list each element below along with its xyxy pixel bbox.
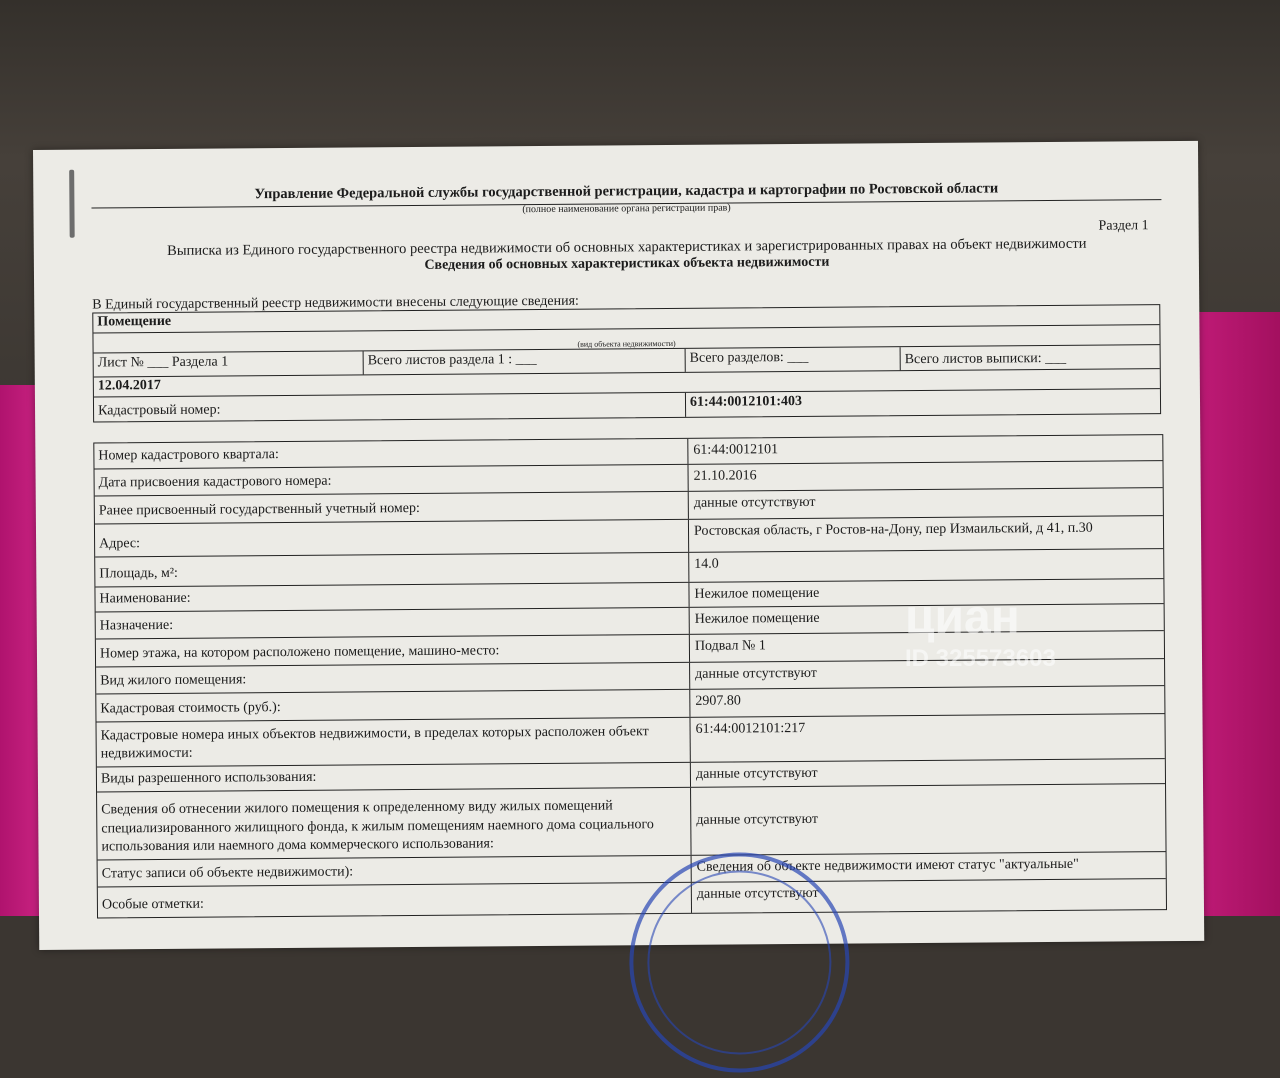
row-value: 61:44:0012101	[693, 442, 779, 458]
row-label: Кадастровые номера иных объектов недвижимости, в пределах которых расположен объект недвижимости:	[96, 718, 690, 767]
row-value: Сведения об объекте недвижимости имеют статус "актуальные"	[696, 856, 1079, 875]
document-title: Выписка из Единого государственного реестра недвижимости об основных характеристиках и зарегистрированных правах на объект недвижимости	[167, 235, 1087, 259]
row-value: 21.10.2016	[693, 468, 757, 484]
table-row	[97, 784, 1166, 860]
row-value: данные отсутствуют	[693, 494, 816, 511]
document-subtitle: Сведения об основных характеристиках объекта недвижимости	[424, 254, 830, 273]
row-value: 14.0	[694, 556, 719, 572]
row-value: Подвал № 1	[694, 638, 766, 654]
watermark-id: ID 325573603	[905, 645, 1056, 672]
section-label: Раздел 1	[1098, 218, 1149, 234]
row-value: данные отсутствуют	[695, 665, 817, 682]
row-label: Адрес:	[95, 520, 689, 557]
object-type-caption: (вид объекта недвижимости)	[577, 338, 676, 349]
row-label: Назначение:	[96, 608, 690, 639]
row-label: Виды разрешенного использования:	[97, 763, 691, 792]
watermark-brand: циан	[905, 591, 1020, 644]
row-value: 61:44:0012101:217	[695, 720, 806, 737]
cadastral-number: 61:44:0012101:403	[689, 393, 803, 410]
row-label: Особые отметки:	[98, 883, 692, 918]
sheets-in-section: Всего листов раздела 1 : ___	[364, 349, 686, 375]
row-value: данные отсутствуют	[695, 765, 818, 782]
characteristics-table	[93, 434, 1167, 918]
row-label: Кадастровая стоимость (руб.):	[96, 690, 690, 722]
total-sections: Всего разделов: ___	[686, 347, 901, 372]
row-value: данные отсутствуют	[696, 812, 819, 829]
row-value: Нежилое помещение	[694, 585, 820, 602]
extract-date: 12.04.2017	[97, 378, 161, 394]
document-sheet	[33, 141, 1204, 950]
object-type: Помещение	[97, 313, 172, 330]
staple	[69, 170, 75, 238]
row-label: Сведения об отнесении жилого помещения к определенному виду жилых помещений специализированного жилищного фонда, к жилым помещениям наемного дома социального использования или наемного дома коммерческого использования:	[97, 788, 692, 860]
summary-table	[92, 304, 1161, 422]
organization-caption: (полное наименование органа регистрации прав)	[522, 202, 731, 216]
row-value: 2907.80	[695, 693, 741, 709]
row-label: Статус записи об объекте недвижимости):	[98, 856, 692, 887]
row-value: Ростовская область, г Ростов-на-Дону, пер Измаильский, д 41, п.30	[693, 520, 1093, 539]
row-label: Вид жилого помещения:	[96, 663, 690, 694]
row-label: Дата присвоения кадастрового номера:	[95, 465, 689, 496]
row-label: Площадь, м²:	[95, 553, 689, 587]
cadastral-label: Кадастровый номер:	[94, 393, 686, 422]
row-label: Ранее присвоенный государственный учетный номер:	[95, 492, 689, 524]
row-value: Нежилое помещение	[694, 610, 820, 627]
cian-watermark	[905, 590, 1056, 673]
official-stamp	[629, 852, 851, 1074]
row-label: Номер кадастрового квартала:	[94, 439, 688, 469]
row-label: Наименование:	[95, 583, 689, 612]
total-sheets: Всего листов выписки: ___	[904, 350, 1067, 368]
intro-text: В Единый государственный реестр недвижимости внесены следующие сведения:	[92, 293, 579, 313]
row-label: Номер этажа, на котором расположено помещение, машино-место:	[96, 635, 690, 667]
organization-name: Управление Федеральной службы государственной регистрации, кадастра и картографии по Ростовской области	[91, 179, 1161, 208]
row-value: данные отсутствуют	[696, 885, 819, 902]
sheet-number: Лист № ___ Раздела 1	[94, 351, 364, 376]
